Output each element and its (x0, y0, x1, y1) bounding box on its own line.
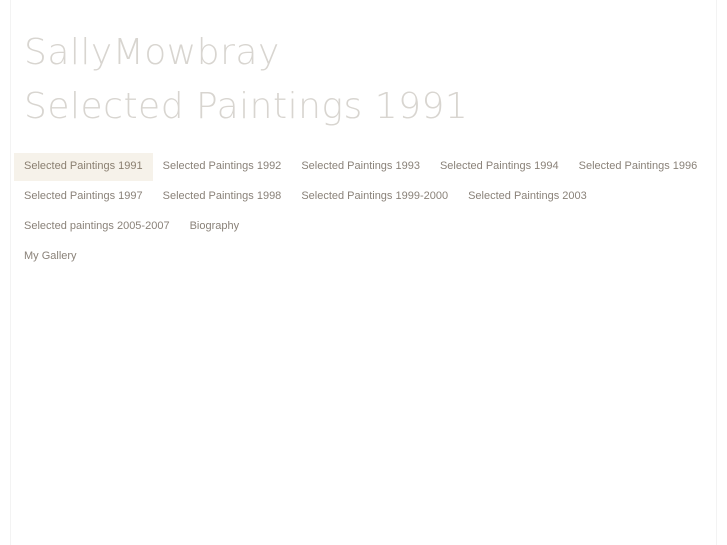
site-header (0, 0, 727, 129)
nav-row-1 (14, 153, 713, 181)
nav-item-selected-paintings-1991[interactable]: Selected Paintings 1991 (14, 153, 153, 181)
nav-row-4 (14, 243, 713, 271)
nav-row-3 (14, 213, 713, 241)
nav-item-selected-paintings-1999-2000[interactable]: Selected Paintings 1999-2000 (301, 190, 449, 202)
nav-item-my-gallery[interactable]: My Gallery (24, 250, 77, 262)
content-area (0, 281, 727, 541)
nav-item-selected-paintings-2003[interactable]: Selected Paintings 2003 (468, 190, 587, 202)
nav-row-2 (14, 183, 713, 211)
nav-item-selected-paintings-1994[interactable]: Selected Paintings 1994 (439, 160, 559, 172)
site-title: SallyMowbray (24, 32, 280, 73)
nav-item-selected-paintings-1997[interactable]: Selected Paintings 1997 (24, 190, 143, 202)
nav-item-selected-paintings-1998[interactable]: Selected Paintings 1998 (162, 190, 282, 202)
nav-item-biography[interactable]: Biography (189, 220, 240, 232)
nav-item-selected-paintings-1993[interactable]: Selected Paintings 1993 (301, 160, 420, 172)
main-navigation (0, 153, 727, 271)
nav-item-selected-paintings-1992[interactable]: Selected Paintings 1992 (162, 160, 282, 172)
nav-item-selected-paintings-1996[interactable]: Selected Paintings 1996 (578, 160, 698, 172)
nav-item-selected-paintings-2005-2007[interactable]: Selected paintings 2005-2007 (24, 220, 170, 232)
page-title: Selected Paintings 1991 (24, 86, 469, 127)
